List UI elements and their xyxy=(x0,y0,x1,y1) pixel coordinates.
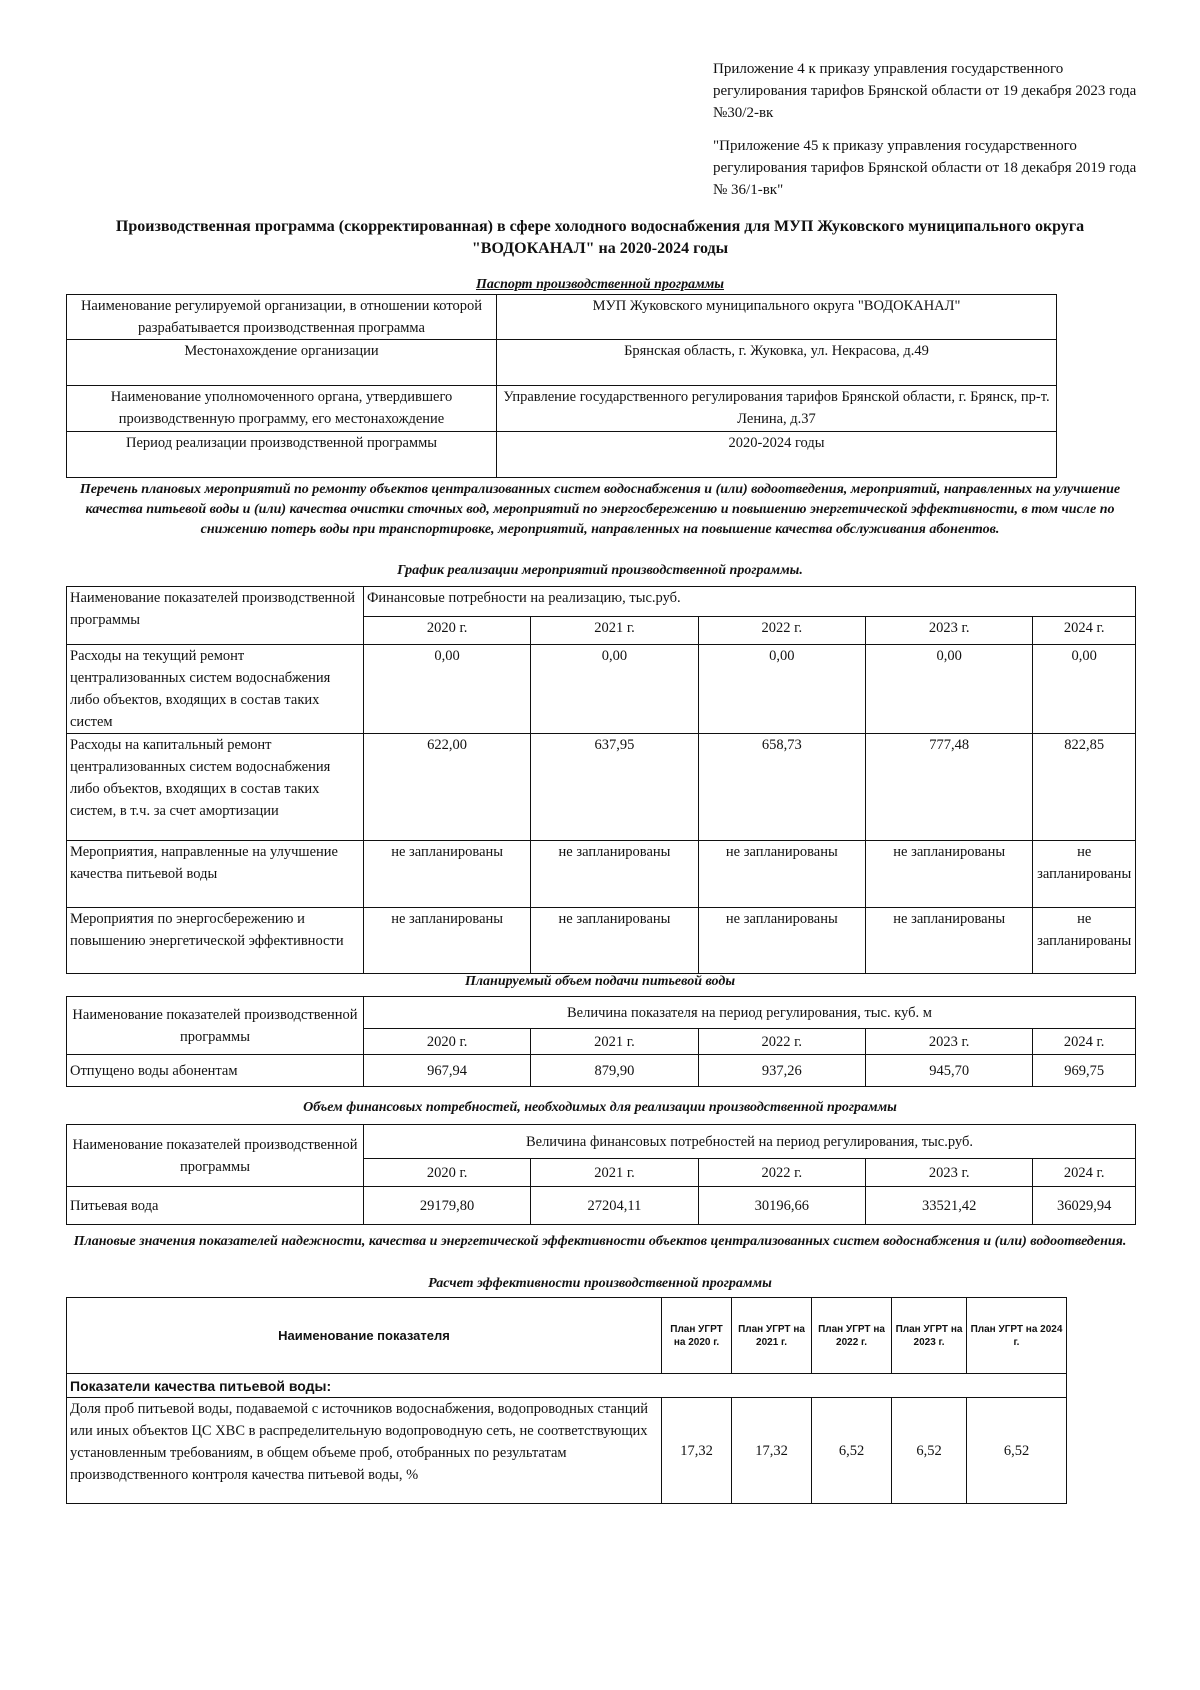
volume-row xyxy=(67,1055,1136,1087)
passport-row xyxy=(67,295,1057,340)
finance-indicator-header: Наименование показателей производственной программы xyxy=(67,1125,364,1187)
volume-indicator-header: Наименование показателей производственной программы xyxy=(67,997,364,1055)
measure-name: Мероприятия по энергосбережению и повышению энергетической эффективности xyxy=(67,908,364,974)
efficiency-table xyxy=(66,1297,1067,1504)
measure-value: не запланированы xyxy=(531,841,698,908)
passport-value: МУП Жуковского муниципального округа "ВОДОКАНАЛ" xyxy=(497,295,1057,340)
year-header: 2020 г. xyxy=(363,1029,530,1055)
finance-value: 30196,66 xyxy=(698,1187,865,1225)
year-header: 2023 г. xyxy=(865,1029,1032,1055)
volume-value: 879,90 xyxy=(531,1055,698,1087)
year-header: 2020 г. xyxy=(363,617,530,645)
year-header: 2021 г. xyxy=(531,1029,698,1055)
finance-row xyxy=(67,1187,1136,1225)
measure-value: 0,00 xyxy=(1033,645,1136,734)
volume-value: 969,75 xyxy=(1033,1055,1136,1087)
year-header: 2021 г. xyxy=(531,617,698,645)
plan-header: План УГРТ на 2022 г. xyxy=(812,1298,892,1374)
passport-caption: Паспорт производственной программы xyxy=(475,277,725,292)
measure-value: 0,00 xyxy=(363,645,530,734)
measure-name: Мероприятия, направленные на улучшение качества питьевой воды xyxy=(67,841,364,908)
measure-value: не запланированы xyxy=(698,841,865,908)
efficiency-value: 6,52 xyxy=(892,1398,967,1504)
measure-value: не запланированы xyxy=(866,841,1033,908)
annex-note-1: Приложение 4 к приказу управления государственного регулирования тарифов Брянской области от 19 декабря 2023 года №30/2-вк xyxy=(713,61,1137,121)
volume-value-header: Величина показателя на период регулирования, тыс. куб. м xyxy=(363,997,1135,1029)
passport-label: Наименование регулируемой организации, в отношении которой разрабатывается производственная программа xyxy=(67,295,497,340)
efficiency-caption: Плановые значения показателей надежности, качества и энергетической эффективности объектов централизованных систем водоснабжения и (или) водоотведения. xyxy=(73,1234,1127,1249)
efficiency-value: 17,32 xyxy=(732,1398,812,1504)
measure-value: 822,85 xyxy=(1033,734,1136,841)
measure-name: Расходы на капитальный ремонт централизованных систем водоснабжения либо объектов, входящих в состав таких систем, в т.ч. за счет амортизации xyxy=(67,734,364,841)
passport-row xyxy=(67,432,1057,478)
plan-header: План УГРТ на 2024 г. xyxy=(967,1298,1067,1374)
passport-row xyxy=(67,386,1057,432)
volume-caption: Планируемый объем подачи питьевой воды xyxy=(464,974,736,989)
year-header: 2022 г. xyxy=(698,1029,865,1055)
finance-header-row xyxy=(67,1125,1136,1159)
passport-label: Наименование уполномоченного органа, утвердившего производственную программу, его местонахождение xyxy=(67,386,497,432)
measures-row xyxy=(67,734,1136,841)
efficiency-section-row xyxy=(67,1374,1067,1398)
finance-caption: Объем финансовых потребностей, необходимых для реализации производственной программы xyxy=(303,1100,897,1115)
volume-value: 967,94 xyxy=(363,1055,530,1087)
efficiency-section-label: Показатели качества питьевой воды: xyxy=(67,1374,1067,1398)
efficiency-row xyxy=(67,1398,1067,1504)
passport-label: Период реализации производственной программы xyxy=(67,432,497,478)
volume-header-row xyxy=(67,997,1136,1029)
annex-note-2: "Приложение 45 к приказу управления государственного регулирования тарифов Брянской области от 18 декабря 2019 года № 36/1-вк" xyxy=(713,138,1137,198)
finance-value: 33521,42 xyxy=(866,1187,1033,1225)
measure-value: 622,00 xyxy=(363,734,530,841)
measure-value: не запланированы xyxy=(866,908,1033,974)
year-header: 2022 г. xyxy=(698,1159,865,1187)
measure-value: 0,00 xyxy=(866,645,1033,734)
finance-value: 27204,11 xyxy=(531,1187,698,1225)
measure-value: не запланированы xyxy=(1033,908,1136,974)
efficiency-value: 17,32 xyxy=(662,1398,732,1504)
finance-value-header: Величина финансовых потребностей на период регулирования, тыс.руб. xyxy=(363,1125,1135,1159)
finance-row-name: Питьевая вода xyxy=(67,1187,364,1225)
finance-value: 36029,94 xyxy=(1033,1187,1136,1225)
measure-value: 777,48 xyxy=(866,734,1033,841)
measures-table xyxy=(66,586,1136,974)
measure-value: не запланированы xyxy=(531,908,698,974)
measure-value: 637,95 xyxy=(531,734,698,841)
passport-value: 2020-2024 годы xyxy=(497,432,1057,478)
finance-value: 29179,80 xyxy=(363,1187,530,1225)
measures-row xyxy=(67,908,1136,974)
passport-table xyxy=(66,294,1057,478)
measure-value: не запланированы xyxy=(1033,841,1136,908)
finance-table xyxy=(66,1124,1136,1225)
efficiency-value: 6,52 xyxy=(967,1398,1067,1504)
measures-finance-header: Финансовые потребности на реализацию, тыс.руб. xyxy=(363,587,1135,617)
efficiency-subcaption: Расчет эффективности производственной программы xyxy=(428,1276,772,1291)
measure-value: 0,00 xyxy=(531,645,698,734)
passport-row xyxy=(67,340,1057,386)
volume-value: 945,70 xyxy=(865,1055,1032,1087)
measure-value: 658,73 xyxy=(698,734,865,841)
measures-indicator-header: Наименование показателей производственной программы xyxy=(67,587,364,645)
measure-value: 0,00 xyxy=(698,645,865,734)
efficiency-row-name: Доля проб питьевой воды, подаваемой с источников водоснабжения, водопроводных станций или иных объектов ЦС ХВС в распределительную водопроводную сеть, не соответствующих установленным требованиям, в общем объеме проб, отобранных по результатам производственного контроля качества питьевой воды, % xyxy=(67,1398,662,1504)
passport-value: Управление государственного регулирования тарифов Брянской области, г. Брянск, пр-т. Ленина, д.37 xyxy=(497,386,1057,432)
measure-value: не запланированы xyxy=(698,908,865,974)
year-header: 2024 г. xyxy=(1033,617,1136,645)
volume-table xyxy=(66,996,1136,1087)
efficiency-value: 6,52 xyxy=(812,1398,892,1504)
plan-header: План УГРТ на 2023 г. xyxy=(892,1298,967,1374)
year-header: 2024 г. xyxy=(1033,1159,1136,1187)
measures-subcaption: График реализации мероприятий производственной программы. xyxy=(397,563,803,578)
measures-caption: Перечень плановых мероприятий по ремонту объектов централизованных систем водоснабжения и (или) водоотведения, мероприятий, направленных на улучшение качества питьевой воды и (или) качества очистки сточных вод, мероприятий по энергосбережению и повышению энергетической эффективности, в том числе по снижению потерь воды при транспортировке, мероприятий, направленных на повышение качества обслуживания абонентов. xyxy=(79,482,1121,537)
efficiency-header-row xyxy=(67,1298,1067,1374)
efficiency-name-header: Наименование показателя xyxy=(67,1298,662,1374)
year-header: 2020 г. xyxy=(363,1159,530,1187)
measure-value: не запланированы xyxy=(363,908,530,974)
page-title: Производственная программа (скорректированная) в сфере холодного водоснабжения для МУП Жуковского муниципального округа "ВОДОКАНАЛ" на 2020-2024 годы xyxy=(115,218,1085,257)
year-header: 2021 г. xyxy=(531,1159,698,1187)
year-header: 2023 г. xyxy=(866,617,1033,645)
year-header: 2023 г. xyxy=(866,1159,1033,1187)
measure-name: Расходы на текущий ремонт централизованных систем водоснабжения либо объектов, входящих в состав таких систем xyxy=(67,645,364,734)
measures-row xyxy=(67,841,1136,908)
measures-row xyxy=(67,645,1136,734)
volume-row-name: Отпущено воды абонентам xyxy=(67,1055,364,1087)
plan-header: План УГРТ на 2021 г. xyxy=(732,1298,812,1374)
measure-value: не запланированы xyxy=(363,841,530,908)
passport-label: Местонахождение организации xyxy=(67,340,497,386)
plan-header: План УГРТ на 2020 г. xyxy=(662,1298,732,1374)
year-header: 2022 г. xyxy=(698,617,865,645)
year-header: 2024 г. xyxy=(1033,1029,1136,1055)
measures-header-row xyxy=(67,587,1136,617)
volume-value: 937,26 xyxy=(698,1055,865,1087)
passport-value: Брянская область, г. Жуковка, ул. Некрасова, д.49 xyxy=(497,340,1057,386)
